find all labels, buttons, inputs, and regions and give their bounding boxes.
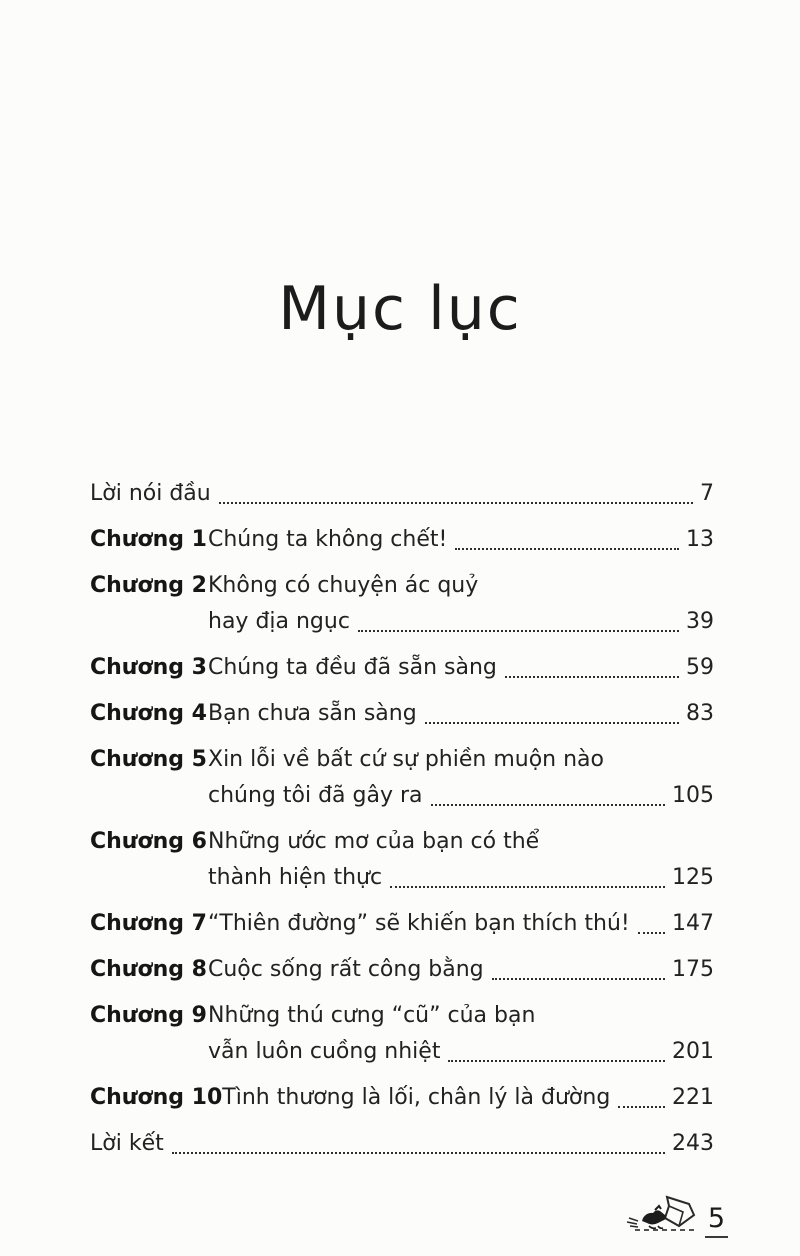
entry-line [222, 1080, 714, 1116]
entry-title: Không có chuyện ác quỷ [208, 573, 479, 598]
toc-entry [90, 742, 714, 814]
toc-entry [90, 476, 714, 512]
entry-title: hay địa ngục [208, 609, 350, 634]
chapter-label: Chương 1 [90, 527, 207, 552]
entry-line [208, 742, 714, 778]
entry-line [208, 998, 714, 1034]
entry-page-number: 7 [700, 481, 714, 506]
toc-entry [90, 1080, 714, 1116]
entry-title-block [208, 998, 714, 1070]
entry-title: vẫn luôn cuồng nhiệt [208, 1039, 441, 1064]
chapter-label: Chương 9 [90, 1003, 207, 1028]
entry-page-number: 39 [686, 609, 714, 634]
entry-title-block [208, 824, 714, 896]
chapter-label: Chương 6 [90, 829, 207, 854]
entry-title: Chúng ta đều đã sẵn sàng [208, 655, 497, 680]
toc-entry [90, 952, 714, 988]
dot-leader [358, 604, 679, 632]
dot-leader [492, 952, 665, 980]
entry-line [208, 568, 714, 604]
dot-leader [455, 522, 679, 550]
toc-entry [90, 824, 714, 896]
dot-leader [618, 1080, 665, 1108]
entry-line [208, 860, 714, 896]
entry-page-number: 201 [672, 1039, 714, 1064]
entry-page-number: 83 [686, 701, 714, 726]
entry-title-block [208, 568, 714, 640]
entry-page-number: 125 [672, 865, 714, 890]
entry-title: Tình thương là lối, chân lý là đường [222, 1085, 611, 1110]
chapter-label: Chương 2 [90, 573, 207, 598]
entry-title-block [208, 742, 714, 814]
entry-page-number: 59 [686, 655, 714, 680]
entry-line [208, 696, 714, 732]
entry-line [90, 1126, 714, 1162]
dot-leader [431, 778, 666, 806]
entry-line [208, 824, 714, 860]
entry-title: Chúng ta không chết! [208, 527, 448, 552]
entry-title-block [208, 906, 714, 942]
entry-title: Lời kết [90, 1131, 164, 1156]
chapter-label: Chương 5 [90, 747, 207, 772]
entry-title: chúng tôi đã gây ra [208, 783, 423, 808]
entry-line [90, 476, 714, 512]
chapter-label: Chương 4 [90, 701, 207, 726]
toc-entry [90, 998, 714, 1070]
running-dog-sketch-icon [625, 1188, 703, 1238]
page-number: 5 [705, 1203, 728, 1238]
entry-title: “Thiên đường” sẽ khiến bạn thích thú! [208, 911, 630, 936]
toc-entry [90, 568, 714, 640]
entry-line [208, 778, 714, 814]
page-title: Mục lục [278, 274, 522, 344]
entry-line [208, 906, 714, 942]
entry-title: Những ước mơ của bạn có thể [208, 829, 540, 854]
entry-title-block [90, 476, 714, 512]
entry-line [208, 952, 714, 988]
entry-page-number: 243 [672, 1131, 714, 1156]
chapter-label: Chương 3 [90, 655, 207, 680]
table-of-contents [90, 476, 714, 1172]
dot-leader [448, 1034, 665, 1062]
entry-line [208, 604, 714, 640]
chapter-label: Chương 10 [90, 1085, 223, 1110]
chapter-label: Chương 7 [90, 911, 207, 936]
entry-page-number: 175 [672, 957, 714, 982]
entry-title: Cuộc sống rất công bằng [208, 957, 484, 982]
entry-title: Xin lỗi về bất cứ sự phiền muộn nào [208, 747, 604, 772]
entry-line [208, 1034, 714, 1070]
dot-leader [638, 906, 665, 934]
dot-leader [505, 650, 679, 678]
dot-leader [219, 476, 693, 504]
dot-leader [172, 1126, 665, 1154]
entry-title: Những thú cưng “cũ” của bạn [208, 1003, 536, 1028]
toc-entry [90, 650, 714, 686]
entry-page-number: 13 [686, 527, 714, 552]
entry-title-block [208, 696, 714, 732]
entry-line [208, 650, 714, 686]
toc-entry [90, 906, 714, 942]
toc-entry [90, 522, 714, 558]
entry-title: Lời nói đầu [90, 481, 211, 506]
chapter-label: Chương 8 [90, 957, 207, 982]
dot-leader [390, 860, 665, 888]
entry-page-number: 221 [672, 1085, 714, 1110]
entry-title-block [208, 650, 714, 686]
entry-line [208, 522, 714, 558]
toc-entry [90, 696, 714, 732]
entry-title: Bạn chưa sẵn sàng [208, 701, 417, 726]
page-footer [625, 1188, 728, 1238]
dot-leader [425, 696, 679, 724]
entry-title-block [90, 1126, 714, 1162]
entry-title-block [208, 952, 714, 988]
entry-title-block [208, 522, 714, 558]
entry-page-number: 105 [672, 783, 714, 808]
toc-entry [90, 1126, 714, 1162]
entry-title: thành hiện thực [208, 865, 383, 890]
entry-title-block [222, 1080, 714, 1116]
entry-page-number: 147 [672, 911, 714, 936]
